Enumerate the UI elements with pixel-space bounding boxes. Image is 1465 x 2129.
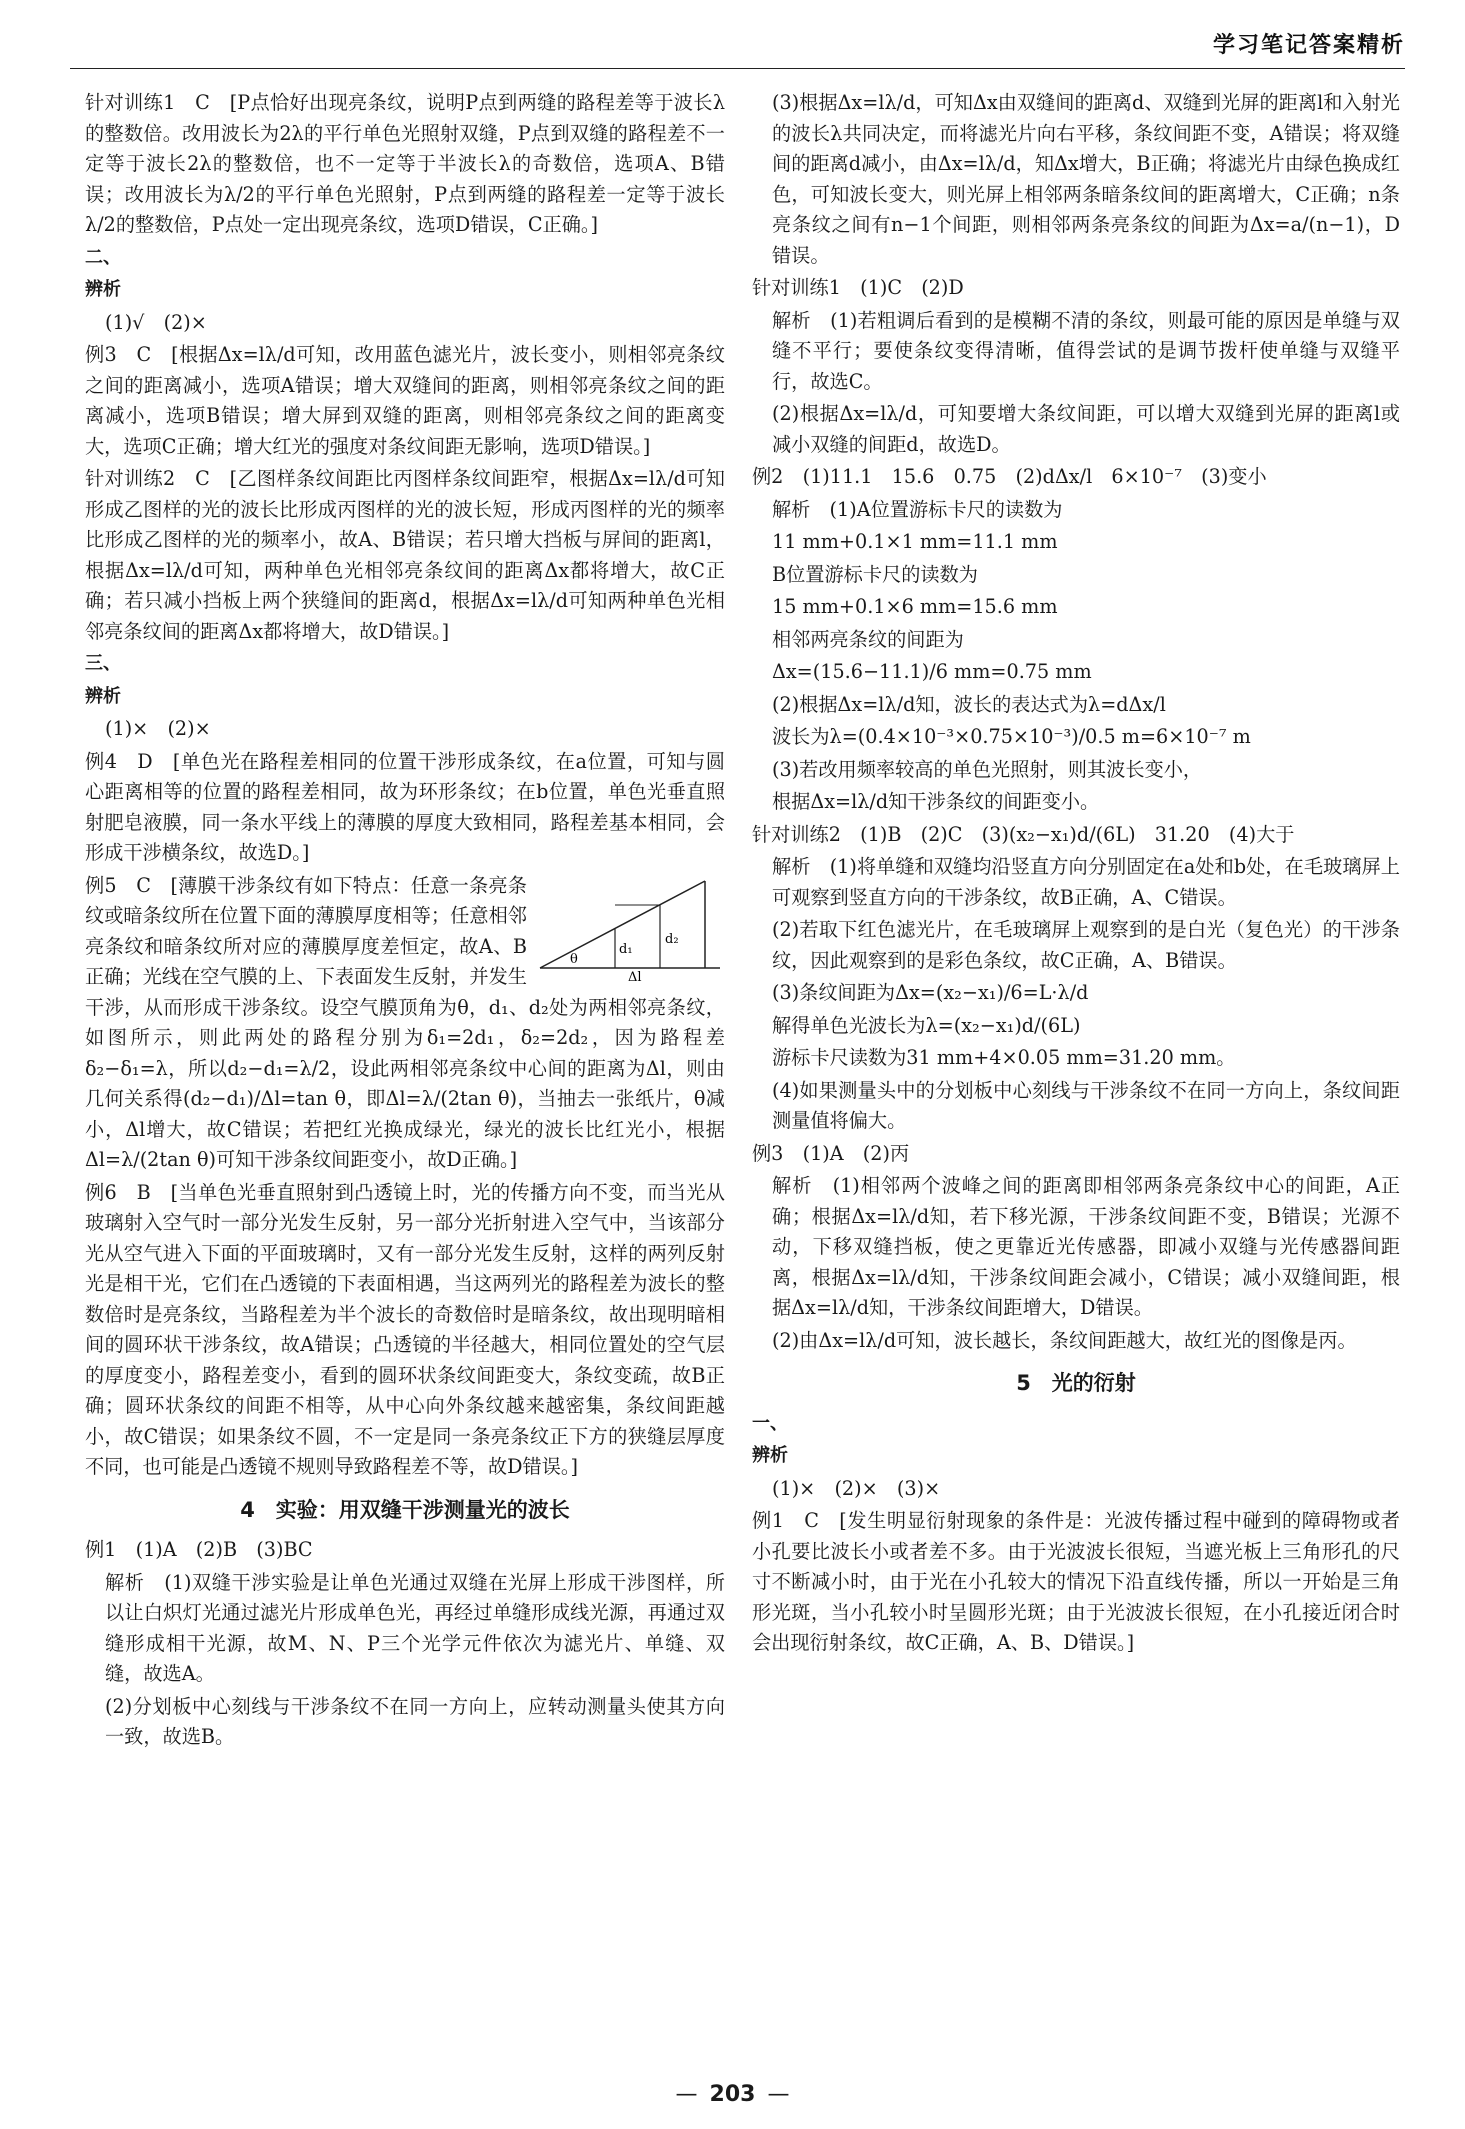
drill-2-analysis: 解析 (1)将单缝和双缝均沿竖直方向分别固定在a处和b处，在毛玻璃屏上可观察到竖直方向的干涉条纹，故B正确，A、C错误。: [772, 855, 1400, 909]
calc-line: 11 mm+0.1×1 mm=11.1 mm: [772, 530, 1058, 553]
left-column: [85, 88, 725, 1755]
calc-line: 相邻两亮条纹的间距为: [772, 627, 964, 651]
example-2-analysis: 解析 (1)A位置游标卡尺的读数为: [772, 497, 1063, 521]
calc-line: (2)根据Δx=lλ/d知，波长的表达式为λ=dΔx/l: [772, 692, 1166, 716]
calc-line: B位置游标卡尺的读数为: [772, 562, 978, 586]
right-column: [752, 88, 1400, 1661]
judgment-answers: (1)√ (2)×: [105, 310, 207, 334]
drill-1-answer-b: 针对训练1 (1)C (2)D: [752, 276, 964, 299]
example-5-text: 例5 C [薄膜干涉条纹有如下特点：任意一条亮条纹或暗条纹所在位置下面的薄膜厚度相等；任意相邻亮条纹和暗条纹所对应的薄膜厚度差恒定，故A、B正确；光线在空气膜的上、下表面发生反射，并发生干涉，从而形成干涉条纹。设空气膜顶角为θ，d₁、d₂处为两相邻亮条纹，如图所示，则此两处的路程分别为δ₁=2d₁，δ₂=2d₂，因为路程差δ₂−δ₁=λ，所以d₂−d₁=λ/2，设此两相邻亮条纹中心间的距离为Δl，则由几何关系得(d₂−d₁)/Δl=tan θ，即Δl=λ/(2tan θ)，当抽去一张纸片，θ减小，Δl增大，故C错误；若把红光换成绿光，绿光的波长比红光小，根据Δl=λ/(2tan θ)可知干涉条纹间距变小，故D正确。]: [85, 873, 725, 1171]
drill-1-analysis: 解析 (1)若粗调后看到的是模糊不清的条纹，则最可能的原因是单缝与双缝不平行；要使条纹变得清晰，值得尝试的是调节拨杆使单缝与双缝平行，故选C。: [772, 308, 1400, 393]
running-header: 学习笔记答案精析: [1212, 33, 1405, 58]
drill-2-analysis-4: (4)如果测量头中的分划板中心刻线与干涉条纹不在同一方向上，条纹间距测量值将偏大。: [772, 1078, 1400, 1132]
d1-label: d₁: [619, 941, 633, 957]
example-3-analysis-2: (2)由Δx=lλ/d可知，波长越长，条纹间距越大，故红光的图像是丙。: [772, 1328, 1357, 1352]
calc-line: Δx=(15.6−11.1)/6 mm=0.75 mm: [772, 660, 1092, 683]
example-1-analysis-3: (3)根据Δx=lλ/d，可知Δx由双缝间的距离d、双缝到光屏的距离l和入射光的波长λ共同决定，而将滤光片向右平移，条纹间距不变，A错误；将双缝间的距离d减小，由Δx=lλ/d，知Δx增大，B正确；将滤光片由绿色换成红色，可知波长变大，则光屏上相邻两条暗条纹间的距离增大，C正确；n条亮条纹之间有n−1个间距，则相邻两条亮条纹的间距为Δx=a/(n−1)，D错误。: [772, 91, 1400, 267]
section-heading-1: 一、: [752, 1412, 788, 1434]
analysis-label: 辨析: [85, 279, 121, 300]
d2-label: d₂: [665, 931, 679, 947]
calc-line: 波长为λ=(0.4×10⁻³×0.75×10⁻³)/0.5 m=6×10⁻⁷ m: [772, 725, 1251, 748]
drill-1-answer: 针对训练1 C [P点恰好出现亮条纹，说明P点到两缝的路程差等于波长λ的整数倍。改用波长为2λ的平行单色光照射双缝，P点到双缝的路程差不一定等于波长2λ的整数倍，也不一定等于半波长λ的奇数倍，选项A、B错误；改用波长为λ/2的平行单色光照射，P点到两缝的路程差一定等于波长λ/2的整数倍，P点处一定出现亮条纹，选项D错误，C正确。]: [85, 91, 725, 236]
judgment-answers: (1)× (2)× (3)×: [772, 1476, 941, 1500]
example-3-answer: 例3 C [根据Δx=lλ/d可知，改用蓝色滤光片，波长变小，则相邻亮条纹之间的距离减小，选项A错误；增大双缝间的距离，则相邻亮条纹之间的距离减小，选项B错误；增大屏到双缝的距离，则相邻亮条纹之间的距离变大，选项C正确；增大红光的强度对条纹间距无影响，选项D错误。]: [85, 343, 725, 458]
section-heading-2: 二、: [85, 246, 121, 268]
example-6-answer: 例6 B [当单色光垂直照射到凸透镜上时，光的传播方向不变，而当光从玻璃射入空气时一部分光发生反射，另一部分光折射进入空气中，当该部分光从空气进入下面的平面玻璃时，又有一部分光发生反射，这样的两列反射光是相干光，它们在凸透镜的下表面相遇，当这两列光的路程差为波长的整数倍时是亮条纹，当路程差为半个波长的奇数倍时是暗条纹，故出现明暗相间的圆环状干涉条纹，故A错误；凸透镜的半径越大，相同位置处的空气层的厚度变小，路程差变小，看到的圆环状条纹间距变大，条纹变疏，故B正确；圆环状条纹的间距不相等，从中心向外条纹越来越密集，条纹间距越小，故C错误；如果条纹不圆，不一定是同一条亮条纹正下方的狭缝层厚度不同，也可能是凸透镜不规则导致路程差不等，故D错误。]: [85, 1180, 725, 1478]
drill-2-answer: 针对训练2 C [乙图样条纹间距比丙图样条纹间距窄，根据Δx=lλ/d可知形成乙图样的光的波长比形成丙图样的光的波长短，形成丙图样的光的频率比形成乙图样的光的频率小，故A、B错误；若只增大挡板与屏间的距离l，根据Δx=lλ/d可知，两种单色光相邻亮条纹间的距离Δx都将增大，故C正确；若只减小挡板上两个狭缝间的距离d，根据Δx=lλ/d可知两种单色光相邻亮条纹间的距离Δx都将增大，故D错误。]: [85, 467, 725, 643]
delta-l-label: Δl: [628, 969, 642, 983]
calc-line: 15 mm+0.1×6 mm=15.6 mm: [772, 595, 1058, 618]
drill-2-analysis-2: (2)若取下红色滤光片，在毛玻璃屏上观察到的是白光（复色光）的干涉条纹，因此观察到的是彩色条纹，故C正确，A、B错误。: [772, 918, 1400, 972]
example-5-answer: [85, 871, 725, 1176]
example-1-analysis: 解析 (1)双缝干涉实验是让单色光通过双缝在光屏上形成干涉图样，所以让白炽灯光通过滤光片形成单色光，再经过单缝形成线光源，再通过双缝形成相干光源，故M、N、P三个光学元件依次为滤光片、单缝、双缝，故选A。: [105, 1570, 725, 1685]
diffraction-example-1-answer: 例1 C [发生明显衍射现象的条件是：光波传播过程中碰到的障碍物或者小孔要比波长小或者差不多。由于光波波长很短，当遮光板上三角形孔的尺寸不断减小时，由于光在小孔较大的情况下沿直线传播，所以一开始是三角形光斑，当小孔较小时呈圆形光斑；由于光波波长很短，在小孔接近闭合时会出现衍射条纹，故C正确，A、B、D错误。]: [752, 1509, 1400, 1654]
calc-line: 根据Δx=lλ/d知干涉条纹的间距变小。: [772, 790, 1100, 813]
example-1-answer: 例1 (1)A (2)B (3)BC: [85, 1538, 313, 1561]
calc-line: (3)条纹间距为Δx=(x₂−x₁)/6=L·λ/d: [772, 981, 1089, 1004]
page-number: 203: [709, 2082, 756, 2107]
calc-line: 解得单色光波长为λ=(x₂−x₁)d/(6L): [772, 1013, 1081, 1037]
example-3-analysis: 解析 (1)相邻两个波峰之间的距离即相邻两条亮条纹中心的间距，A正确；根据Δx=lλ/d知，若下移光源，干涉条纹间距不变，B错误；光源不动，下移双缝挡板，使之更靠近光传感器，即减小双缝与光传感器间距离，根据Δx=lλ/d知，干涉条纹间距会减小，C错误；减小双缝间距，根据Δx=lλ/d知，干涉条纹间距增大，D错误。: [772, 1174, 1400, 1319]
section-title-4: 4 实验：用双缝干涉测量光的波长: [240, 1497, 570, 1522]
header-rule: [70, 68, 1405, 69]
analysis-label: 辨析: [752, 1445, 788, 1466]
example-1-analysis-2: (2)分划板中心刻线与干涉条纹不在同一方向上，应转动测量头使其方向一致，故选B。: [105, 1694, 725, 1748]
page-footer: — 203 —: [675, 2082, 790, 2107]
calc-line: 游标卡尺读数为31 mm+4×0.05 mm=31.20 mm。: [772, 1046, 1236, 1069]
analysis-label: 辨析: [85, 685, 121, 707]
air-wedge-figure: [535, 873, 725, 983]
example-3-answer-b: 例3 (1)A (2)丙: [752, 1141, 910, 1165]
example-2-answer: 例2 (1)11.1 15.6 0.75 (2)dΔx/l 6×10⁻⁷ (3)变小: [752, 465, 1267, 488]
theta-label: θ: [570, 951, 578, 967]
example-4-answer: 例4 D [单色光在路程差相同的位置干涉形成条纹，在a位置，可知与圆心距离相等的位置的路程差相同，故为环形条纹；在b位置，单色光垂直照射肥皂液膜，同一条水平线上的薄膜的厚度大致相同，路程差基本相同，会形成干涉横条纹，故选D。]: [85, 749, 725, 864]
section-heading-3: 三、: [85, 653, 121, 674]
judgment-answers: (1)× (2)×: [105, 717, 211, 740]
calc-line: (3)若改用频率较高的单色光照射，则其波长变小，: [772, 757, 1203, 781]
drill-1-analysis-2: (2)根据Δx=lλ/d，可知要增大条纹间距，可以增大双缝到光屏的距离l或减小双缝的间距d，故选D。: [772, 402, 1400, 456]
section-title-5: 5 光的衍射: [1016, 1371, 1136, 1395]
drill-2-answer-b: 针对训练2 (1)B (2)C (3)(x₂−x₁)d/(6L) 31.20 (4)大于: [752, 822, 1295, 846]
